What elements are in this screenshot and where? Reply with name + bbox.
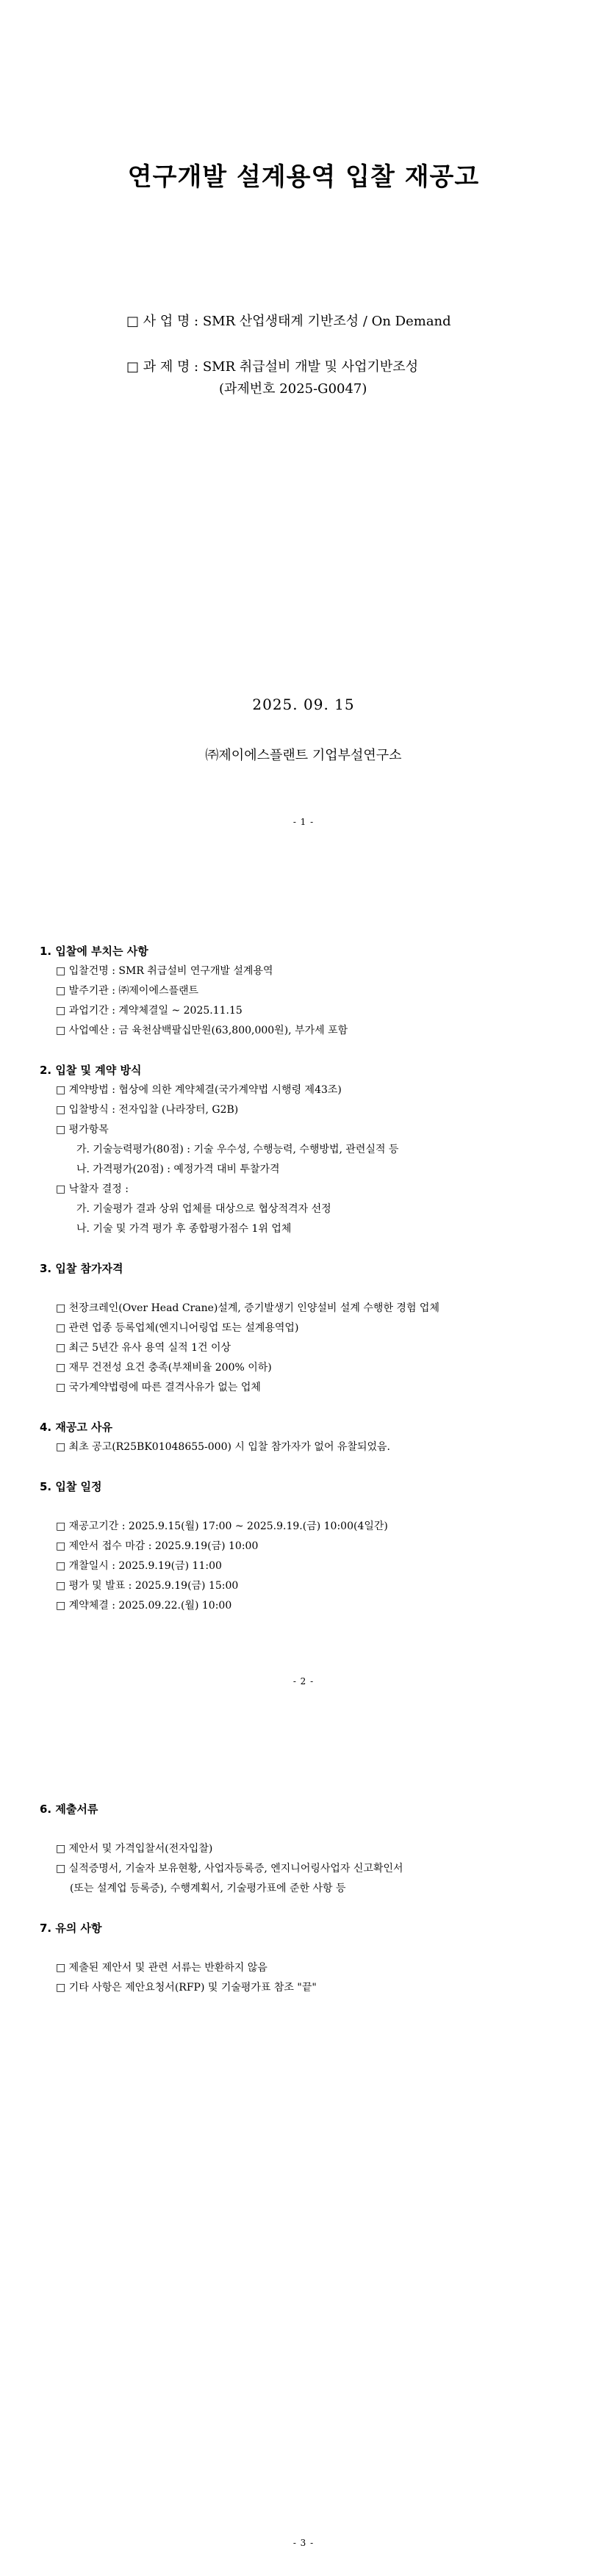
list-item: □ 평가항목 [56,1124,109,1136]
document-title: 연구개발 설계용역 입찰 재공고 [127,162,480,192]
page-number-2: - 2 - [292,1676,315,1686]
page-number-3: - 3 - [292,2538,315,2548]
list-item: □ 재공고기간 : 2025.9.15(월) 17:00 ~ 2025.9.19.(금) 10:00(4일간) [56,1520,388,1532]
section-heading: 1. 입찰에 부치는 사항 [40,945,148,958]
section-heading: 5. 입찰 일정 [40,1480,102,1493]
page-3-body [40,1800,576,1998]
list-item: □ 평가 및 발표 : 2025.9.19(금) 15:00 [56,1580,239,1592]
list-item: □ 사업예산 : 금 육천삼백팔십만원(63,800,000원), 부가세 포함 [56,1025,348,1036]
list-item: □ 낙찰자 결정 : [56,1183,129,1195]
list-item: □ 발주기관 : ㈜제이에스플랜트 [56,985,199,997]
list-subitem: 가. 기술평가 결과 상위 업체를 대상으로 협상적격자 선정 [76,1203,331,1215]
list-item: □ 제출된 제안서 및 관련 서류는 반환하지 않음 [56,1962,267,1974]
list-item: □ 기타 사항은 제안요청서(RFP) 및 기술평가표 참조 "끝" [56,1982,317,1994]
list-item: □ 최초 공고(R25BK01048655-000) 시 입찰 참가자가 없어 유찰되었음. [56,1441,390,1453]
list-subitem: 나. 가격평가(20점) : 예정가격 대비 투찰가격 [76,1163,280,1175]
list-item-continuation: (또는 설계업 등록증), 수행계획서, 기술평가표에 준한 사항 등 [70,1883,346,1894]
list-item: □ 제안서 및 가격입찰서(전자입찰) [56,1843,213,1855]
business-name-line: □ 사 업 명 : SMR 산업생태계 기반조성 / On Demand [126,314,451,329]
page-2-body [40,942,576,1616]
list-item: □ 계약방법 : 협상에 의한 계약체결(국가계약법 시행령 제43조) [56,1084,342,1096]
list-subitem: 가. 기술능력평가(80점) : 기술 우수성, 수행능력, 수행방법, 관련실적 등 [76,1144,399,1155]
section-heading: 3. 입찰 참가자격 [40,1262,123,1275]
list-item: □ 과업기간 : 계약체결일 ~ 2025.11.15 [56,1005,243,1017]
list-item: □ 입찰건명 : SMR 취급설비 연구개발 설계용역 [56,965,273,977]
section-heading: 7. 유의 사항 [40,1922,102,1935]
list-item: □ 천장크레인(Over Head Crane)설계, 증기발생기 인양설비 설계 수행한 경험 업체 [56,1302,439,1314]
announcement-date: 2025. 09. 15 [252,696,355,713]
list-item: □ 실적증명서, 기술자 보유현황, 사업자등록증, 엔지니어링사업자 신고확인서 [56,1863,403,1875]
section-heading: 4. 재공고 사유 [40,1421,113,1434]
list-item: □ 관련 업종 등록업체(엔지니어링업 또는 설계용역업) [56,1322,299,1334]
list-item: □ 입찰방식 : 전자입찰 (나라장터, G2B) [56,1104,239,1116]
task-name-line: □ 과 제 명 : SMR 취급설비 개발 및 사업기반조성 [126,359,419,375]
section-heading: 2. 입찰 및 계약 방식 [40,1064,142,1077]
list-item: □ 개찰일시 : 2025.9.19(금) 11:00 [56,1560,222,1572]
list-item: □ 국가계약법령에 따른 결격사유가 없는 업체 [56,1382,261,1393]
task-number: (과제번호 2025-G0047) [219,381,367,397]
section-heading: 6. 제출서류 [40,1803,98,1816]
list-item: □ 제안서 접수 마감 : 2025.9.19(금) 10:00 [56,1540,259,1552]
organization-name: ㈜제이에스플랜트 기업부설연구소 [205,748,402,763]
page-number-1: - 1 - [292,817,315,827]
list-item: □ 최근 5년간 유사 용역 실적 1건 이상 [56,1342,231,1354]
list-item: □ 계약체결 : 2025.09.22.(월) 10:00 [56,1600,232,1612]
list-item: □ 재무 건전성 요건 충족(부채비율 200% 이하) [56,1362,272,1374]
list-subitem: 나. 기술 및 가격 평가 후 종합평가점수 1위 업체 [76,1223,292,1235]
